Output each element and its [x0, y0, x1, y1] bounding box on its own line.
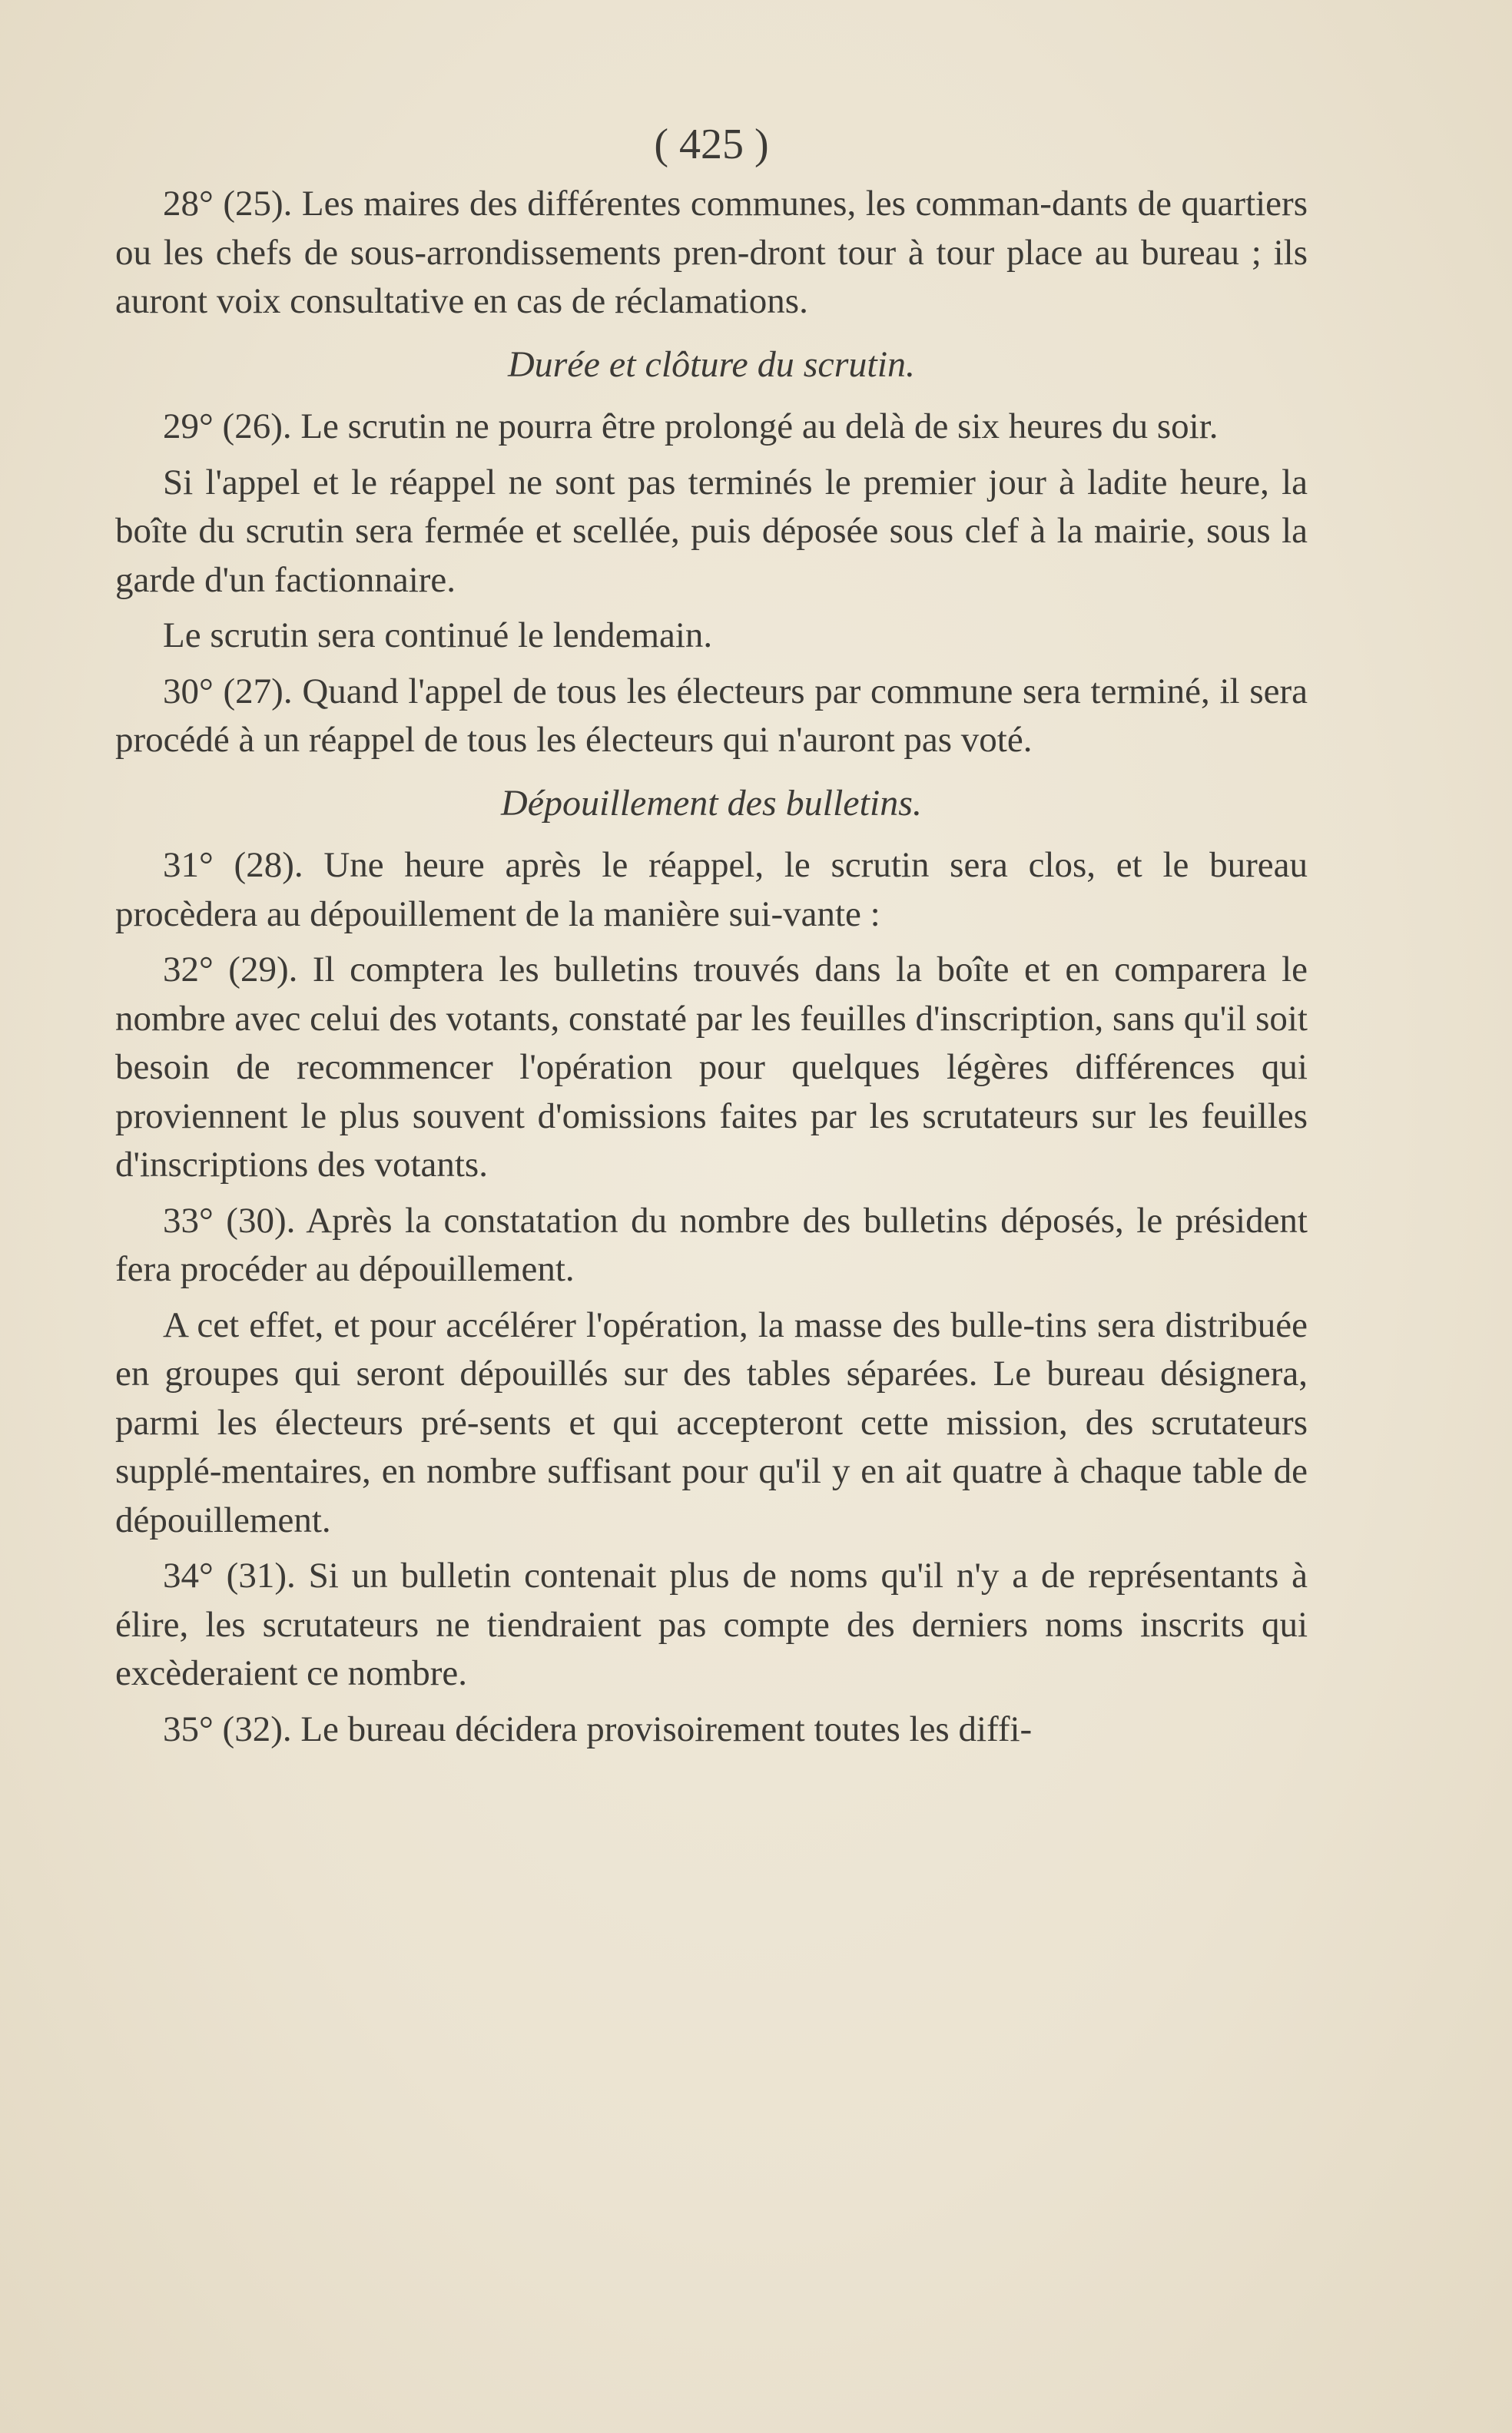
section-heading-duree: Durée et clôture du scrutin. — [507, 343, 916, 385]
article-31: 31° (28). Une heure après le réappel, le scrutin sera clos, et le bureau procèdera au dépouillement de la manière sui-vante : — [115, 845, 1308, 934]
article-34: 34° (31). Si un bulletin contenait plus de noms qu'il n'y a de représentants à élire, les scrutateurs ne tiendraient pas compte des derniers noms inscrits qui excèderaient ce nombre. — [115, 1556, 1308, 1693]
article-35: 35° (32). Le bureau décidera provisoirement toutes les diffi- — [163, 1709, 1033, 1749]
article-30: 30° (27). Quand l'appel de tous les électeurs par commune sera terminé, il sera procédé à un réappel de tous les électeurs qui n'auront pas voté. — [115, 671, 1308, 760]
article-32: 32° (29). Il comptera les bulletins trouvés dans la boîte et en comparera le nombre avec celui des votants, constaté par les feuilles d'inscription, sans qu'il soit besoin de recommencer l'opération pour quelques légères différences qui proviennent le plus souvent d'omissions faites par les scrutateurs sur les feuilles d'inscriptions des votants. — [115, 950, 1308, 1185]
paragraph-appel: Si l'appel et le réappel ne sont pas terminés le premier jour à ladite heure, la boîte du scrutin sera fermée et scellée, puis déposée sous clef à la mairie, sous la garde d'un factionnaire. — [115, 462, 1308, 600]
paragraph-continue: Le scrutin sera continué le lendemain. — [163, 615, 713, 655]
page-number: ( 425 ) — [654, 121, 769, 168]
paragraph-acet-effet: A cet effet, et pour accélérer l'opération, la masse des bulle-tins sera distribuée en groupes qui seront dépouillés sur des tables séparées. Le bureau désignera, parmi les électeurs pré-sents et qui accepteront cette mission, des scrutateurs supplé-mentaires, en nombre suffisant pour qu'il y en ait quatre à chaque table de dépouillement. — [115, 1304, 1308, 1540]
article-29: 29° (26). Le scrutin ne pourra être prolongé au delà de six heures du soir. — [163, 406, 1219, 446]
page-text — [115, 92, 1308, 1761]
article-33: 33° (30). Après la constatation du nombre des bulletins déposés, le président fera procéder au dépouillement. — [115, 1200, 1308, 1289]
section-heading-depouillement: Dépouillement des bulletins. — [501, 782, 922, 824]
article-28: 28° (25). Les maires des différentes communes, les comman-dants de quartiers ou les chefs de sous-arrondissements pren-dront tour à tour place au bureau ; ils auront voix consultative en cas de réclamations. — [115, 184, 1308, 321]
